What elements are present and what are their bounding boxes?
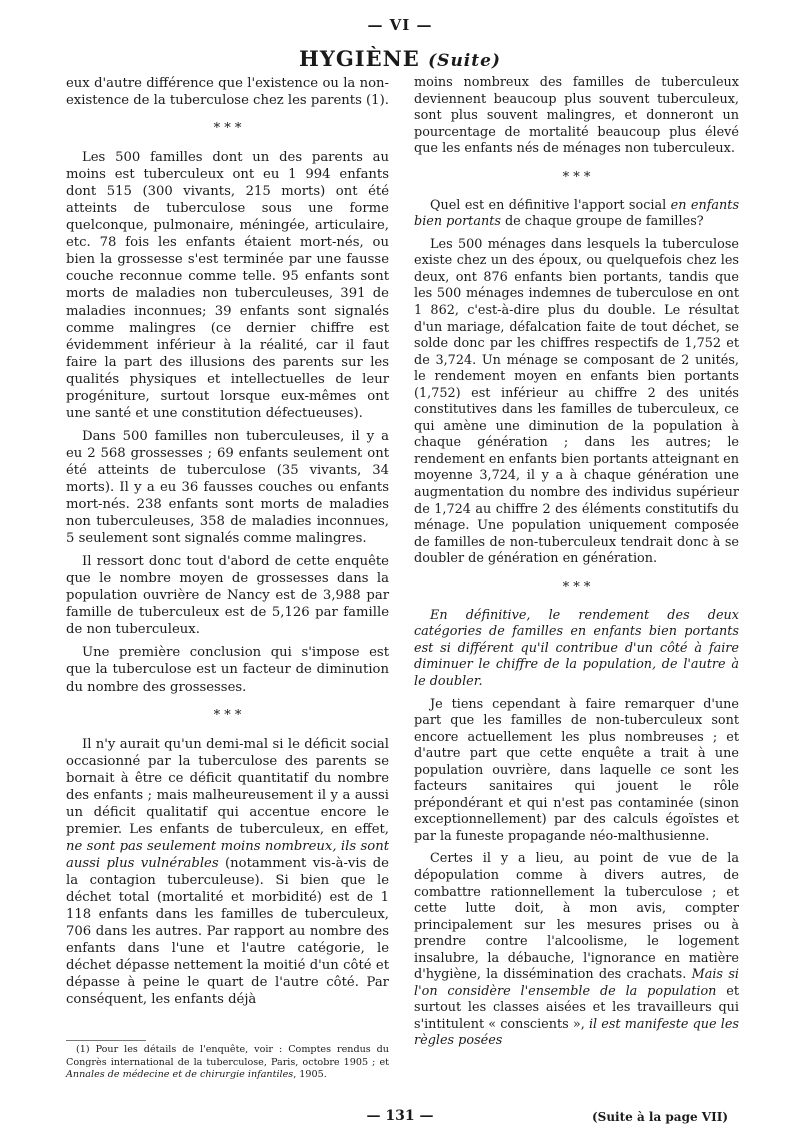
section-separator: * * * [562,579,591,595]
paragraph: Je tiens cependant à faire remarquer d'une part que les familles de non-tuberculeux sont encore actuellement les plus nombreuses ; et d'autre part que cette enquête a trait à une population ouvrière, dans laquelle ce sont les facteurs sanitaires qui jouent le rôle prépondérant et qui n'est pas contaminée (sinon exceptionnellement) par des calculs égoïstes et par la funeste propagande néo-malthusienne. [414,696,739,844]
section-title [0,46,800,71]
paragraph: Il ressort donc tout d'abord de cette enquête que le nombre moyen de grossesses dans la population ouvrière de Nancy est de 3,988 par famille de tuberculeux est de 5,126 par famille de non tuberculeux. [66,554,389,638]
footnote: (1) Pour les détails de l'enquête, voir : Comptes rendus du Congrès international de la tuberculose, Paris, octobre 1905 ; et Annales de médecine et de chirurgie infantiles, 1905. [66,1044,389,1080]
emphasis: Mais si l'on considère l'ensemble de la population [414,967,739,999]
section-separator: * * * [213,121,242,137]
emphasis: ne sont pas seulement moins nombreux, ils sont aussi plus vulnérables [66,838,389,871]
paragraph: Certes il y a lieu, au point de vue de la dépopulation comme à divers autres, de combattre rationnellement la tuberculose ; et cette lutte doit, à mon avis, compter principalement sur les mesures prises ou à prendre contre l'alcoolisme, le logement insalubre, la débauche, l'ignorance en matière d'hygiène, la dissémination des crachats. Mais si l'on considère l'ensemble de la population et surtout les classes aisées et les travailleurs qui s'intitulent « conscients », il est manifeste que les règles posées [414,851,739,1049]
left-column [66,75,389,1014]
paragraph: Dans 500 familles non tuberculeuses, il y a eu 2 568 grossesses ; 69 enfants seulement ont été atteints de tuberculose (35 vivants, 34 morts). Il y a eu 36 fausses couches ou enfants mort-nés. 238 enfants sont morts de maladies non tuberculeuses, 358 de maladies inconnues, 5 seulement sont signalés comme malingres. [66,428,389,547]
page-number: — 131 — [366,1108,434,1124]
continued-note: (Suite à la page VII) [591,1110,728,1124]
title-text: HYGIÈNE [299,46,420,71]
paragraph: moins nombreux des familles de tuberculeux deviennent beaucoup plus souvent tuberculeux, sont plus souvent malingres, et donneront un pourcentage de mortalité beaucoup plus élevé que les enfants nés de ménages non tuberculeux. [414,75,739,157]
section-separator: * * * [562,169,591,185]
right-column [414,75,739,1056]
paragraph: Il n'y aurait qu'un demi-mal si le déficit social occasionné par la tuberculose des parents se bornait à être ce déficit quantitatif du nombre des enfants ; mais malheureusement il y a aussi un déficit qualitatif qui accentue encore le premier. Les enfants de tuberculeux, en effet, ne sont pas seulement moins nombreux, ils sont aussi plus vulnérables (notamment vis-à-vis de la contagion tuberculeuse). Si bien que le déchet total (mortalité et morbidité) est de 1 118 enfants dans les familles de tuberculeux, 706 dans les autres. Par rapport au nombre des enfants dans l'une et l'autre catégorie, le déchet dépasse nettement la moitié d'un côté et dépasse à peine le quart de l'autre côté. Par conséquent, les enfants déjà [66,736,389,1008]
footnote-rule [66,1040,146,1041]
section-separator: * * * [213,707,242,723]
paragraph: Les 500 ménages dans lesquels la tuberculose existe chez un des époux, ou quelquefois chez les deux, ont 876 enfants bien portants, tandis que les 500 ménages indemnes de tuberculose en ont 1 862, c'est-à-dire plus du double. Le résultat d'un mariage, défalcation faite de tout déchet, se solde donc par les chiffres respectifs de 1,752 et de 3,724. Un ménage se composant de 2 unités, le rendement moyen en enfants bien portants (1,752) est inférieur au chiffre 2 des unités constitutives dans les familles de tuberculeux, ce qui amène une diminution de la population à chaque génération ; dans les autres; le rendement en enfants bien portants atteignant en moyenne 3,724, il y a à chaque génération une augmentation du nombre des individus supérieur de 1,724 au chiffre 2 des éléments constitutifs du ménage. Une population uniquement composée de familles de non-tuberculeux tendrait donc à se doubler de génération en génération. [414,236,739,567]
paragraph: Une première conclusion qui s'impose est que la tuberculose est un facteur de diminution du nombre des grossesses. [66,645,389,695]
emphasis: en enfants bien portants [414,197,740,230]
emphasis: il est manifeste que les règles posées [414,1016,739,1049]
paragraph-italic: En définitive, le rendement des deux catégories de familles en enfants bien portants est si différent qu'il contribue d'un côté à faire diminuer le chiffre de la population, de l'autre à le doubler. [414,607,739,689]
title-suffix: (Suite) [428,51,501,71]
paragraph: Quel est en définitive l'apport social en enfants bien portants de chaque groupe de familles? [414,197,740,230]
paragraph: eux d'autre différence que l'existence ou la non-existence de la tuberculose chez les parents (1). [66,76,389,109]
roman-page-number: — VI — [367,16,433,34]
paragraph: Les 500 familles dont un des parents au moins est tuberculeux ont eu 1 994 enfants dont 515 (300 vivants, 215 morts) ont été atteints de tuberculose sous une forme quelconque, pulmonaire, méningée, articulaire, etc. 78 fois les enfants étaient mort-nés, ou bien la grossesse s'est terminée par une fausse couche reconnue comme telle. 95 enfants sont morts de maladies non tuberculeuses, 391 de maladies inconnues; 39 enfants sont signalés comme malingres (ce dernier chiffre est évidemment inférieur à la réalité, car il faut faire la part des illusions des parents sur les qualités physiques et intellectuelles de leur progéniture, surtout lorsque eux-mêmes ont une santé et une constitution défectueuses). [66,150,389,421]
